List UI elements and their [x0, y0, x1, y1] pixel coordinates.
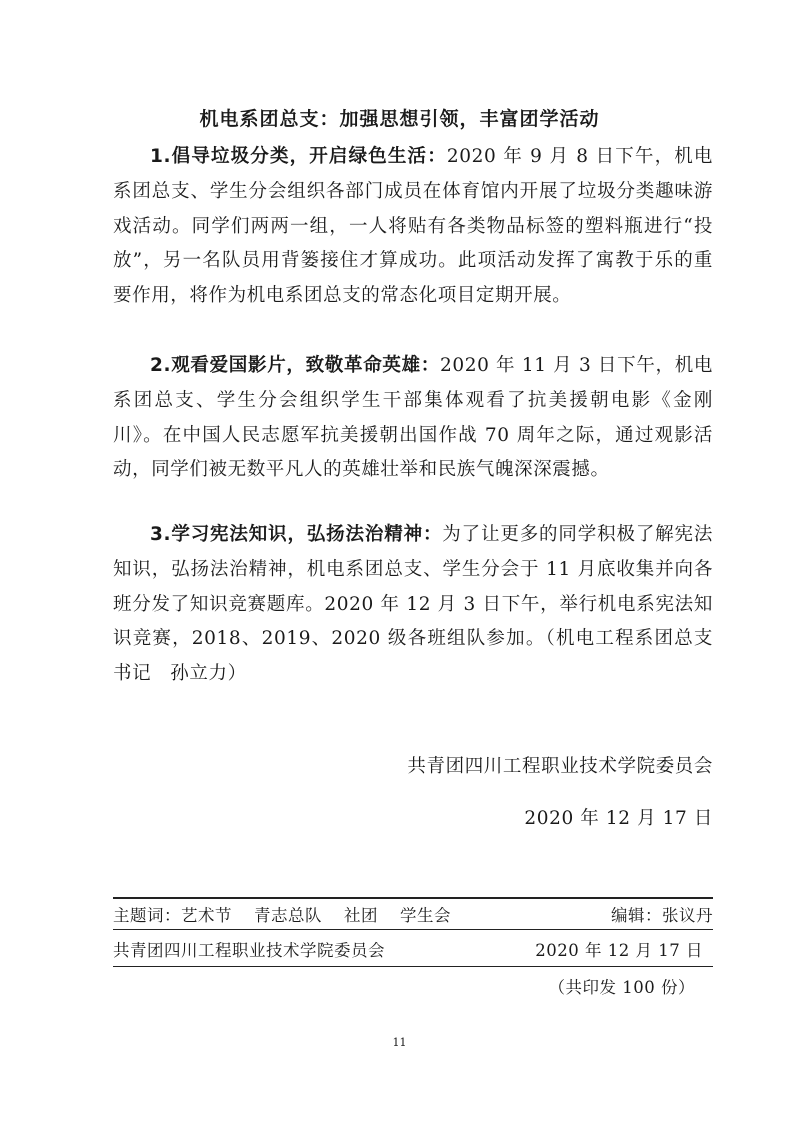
keyword: 学生会 [400, 906, 451, 925]
paragraph-3 [113, 518, 713, 692]
footer-mid-rule [113, 929, 713, 930]
paragraph-2-text: 2020 年 11 月 3 日下午，机电系团总支、学生分会组织学生干部集体观看了抗美援朝电影《金刚川》。在中国人民志愿军抗美援朝出国作战 70 周年之际，通过观影活动，同学们被无数平凡人的英雄壮举和民族气魄深深震撼。 [113, 355, 713, 481]
keywords-row [113, 902, 713, 926]
issuer: 共青团四川工程职业技术学院委员会 [113, 941, 385, 960]
keyword: 青志总队 [254, 906, 322, 925]
paragraph-3-lead: 3.学习宪法知识，弘扬法治精神： [150, 524, 443, 545]
paragraph-2-lead: 2.观看爱国影片，致敬革命英雄： [150, 355, 440, 376]
paragraph-1-text: 2020 年 9 月 8 日下午，机电系团总支、学生分会组织各部门成员在体育馆内开展了垃圾分类趣味游戏活动。同学们两两一组，一人将贴有各类物品标签的塑料瓶进行“投放”，另一名队员用背篓接住才算成功。此项活动发挥了寓教于乐的重要作用，将作为机电系团总支的常态化项目定期开展。 [113, 146, 713, 307]
paragraph-1 [113, 140, 713, 314]
copies-count: （共印发 100 份） [548, 978, 695, 997]
paragraph-2 [113, 349, 713, 488]
keyword: 艺术节 [181, 906, 232, 925]
keywords [113, 902, 451, 926]
paragraph-3-text: 为了让更多的同学积极了解宪法知识，弘扬法治精神，机电系团总支、学生分会于 11 月底收集并向各班分发了知识竞赛题库。2020 年 12 月 3 日下午，举行机电系宪法知识竞赛，2018、2019、2020 级各班组队参加。（机电工程系团总支书记 孙立力） [113, 524, 713, 685]
issue-date: 2020 年 12 月 17 日 [535, 941, 703, 960]
keywords-label: 主题词： [113, 906, 181, 925]
page-number: 11 [392, 1036, 407, 1049]
issuer-row [113, 937, 713, 961]
keyword: 社团 [344, 906, 378, 925]
footer-top-rule [113, 897, 713, 899]
article-title: 机电系团总支：加强思想引领，丰富团学活动 [199, 108, 600, 130]
signature-date: 2020 年 12 月 17 日 [524, 808, 713, 829]
signature-org: 共青团四川工程职业技术学院委员会 [407, 756, 713, 777]
footer-bottom-rule [113, 966, 713, 967]
paragraph-1-lead: 1.倡导垃圾分类，开启绿色生活： [150, 146, 447, 167]
editor: 编辑：张议丹 [611, 906, 713, 925]
